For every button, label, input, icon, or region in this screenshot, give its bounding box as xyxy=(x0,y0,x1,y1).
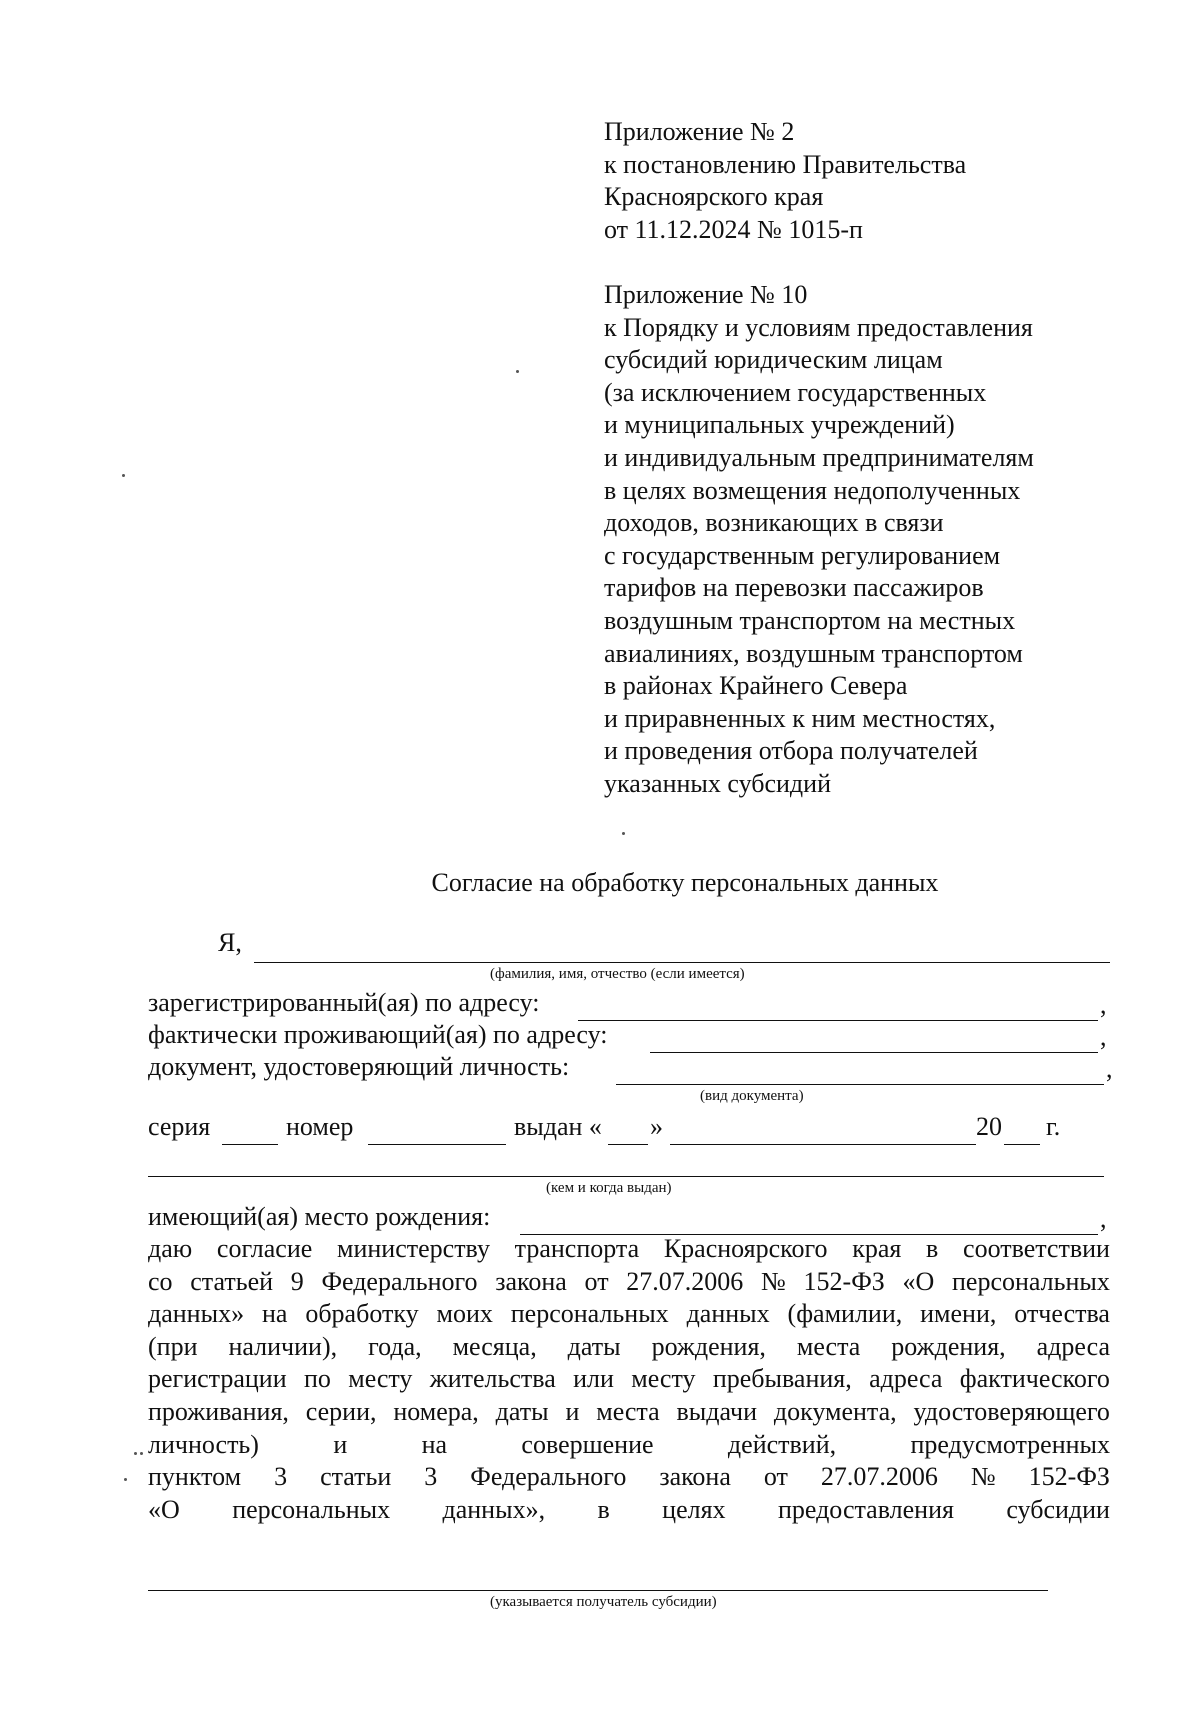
consent-word: статьи xyxy=(320,1462,392,1492)
consent-word: рождения, xyxy=(891,1331,1006,1361)
quote-close: » xyxy=(650,1112,663,1141)
consent-word: персональных xyxy=(232,1494,391,1524)
consent-word: данных xyxy=(686,1299,770,1329)
issuer-caption: (кем и когда выдан) xyxy=(546,1180,672,1196)
number-field-line[interactable] xyxy=(368,1144,506,1145)
consent-word: года, xyxy=(368,1331,422,1361)
scan-speck xyxy=(124,1478,127,1481)
consent-word: Федерального xyxy=(470,1462,627,1492)
issuer-field-line[interactable] xyxy=(148,1176,1104,1177)
appendix-main-line: к постановлению Правительства xyxy=(604,149,967,179)
appendix-sub-line: с государственным регулированием xyxy=(604,540,1001,570)
consent-word: закона xyxy=(495,1266,567,1296)
appendix-main-header xyxy=(604,116,1124,246)
appendix-sub-line: в целях возмещения недополученных xyxy=(604,475,1021,505)
consent-line xyxy=(148,1364,1110,1398)
comma: , xyxy=(1100,1022,1107,1051)
recipient-field-line[interactable] xyxy=(148,1590,1048,1591)
appendix-sub-line: в районах Крайнего Севера xyxy=(604,671,908,701)
consent-word: рождения, xyxy=(651,1331,766,1361)
consent-word: пребывания, xyxy=(712,1364,852,1394)
number-label: номер xyxy=(286,1112,354,1141)
scan-speck xyxy=(134,1452,137,1455)
consent-word: 152-ФЗ xyxy=(803,1266,885,1296)
consent-word: предоставления xyxy=(777,1494,954,1524)
birthplace-label: имеющий(ая) место рождения: xyxy=(148,1202,491,1231)
consent-word: субсидии xyxy=(1006,1494,1110,1524)
form-title: Согласие на обработку персональных данных xyxy=(431,868,939,897)
i-label: Я, xyxy=(218,928,242,957)
consent-word: на xyxy=(261,1299,288,1329)
consent-word: «О xyxy=(148,1494,180,1524)
consent-line xyxy=(148,1332,1110,1366)
recipient-caption: (указывается получатель субсидии) xyxy=(490,1594,717,1610)
appendix-sub-line: тарифов на перевозки пассажиров xyxy=(604,573,984,603)
doc-caption: (вид документа) xyxy=(700,1088,804,1104)
appendix-sub-line: и муниципальных учреждений) xyxy=(604,410,955,440)
consent-word: месяца, xyxy=(452,1331,537,1361)
appendix-sub-line: и приравненных к ним местностях, xyxy=(604,703,996,733)
appendix-sub-line: к Порядку и условиям предоставления xyxy=(604,312,1033,342)
consent-word: пунктом xyxy=(148,1462,242,1492)
appendix-sub-line: (за исключением государственных xyxy=(604,377,987,407)
document-label: документ, удостоверяющий личность: xyxy=(148,1052,570,1081)
issued-label: выдан « xyxy=(514,1112,602,1141)
consent-word: регистрации xyxy=(148,1364,287,1394)
consent-word: закона xyxy=(659,1462,731,1492)
consent-word: удостоверяющего xyxy=(913,1397,1110,1426)
consent-word: адреса xyxy=(869,1364,943,1394)
comma: , xyxy=(1100,990,1107,1019)
series-field-line[interactable] xyxy=(222,1144,278,1145)
consent-word: наличии), xyxy=(228,1331,338,1361)
consent-word: от xyxy=(763,1462,788,1492)
appendix-sub-line: авиалиниях, воздушным транспортом xyxy=(604,638,1023,668)
consent-word: (при xyxy=(148,1331,198,1361)
consent-word: на xyxy=(421,1429,448,1459)
appendix-main-line: Приложение № 2 xyxy=(604,117,795,146)
consent-word: Красноярского xyxy=(663,1234,828,1263)
consent-line xyxy=(148,1430,1110,1464)
appendix-sub-line: и индивидуальным предпринимателям xyxy=(604,442,1034,472)
consent-word: по xyxy=(303,1364,331,1394)
series-label: серия xyxy=(148,1112,211,1141)
consent-word: согласие xyxy=(216,1234,313,1263)
consent-word: или xyxy=(573,1364,614,1394)
consent-line xyxy=(148,1462,1110,1496)
consent-word: № xyxy=(970,1462,996,1492)
consent-word: документа, xyxy=(773,1397,897,1426)
consent-word: действий, xyxy=(727,1429,837,1459)
consent-word: 27.07.2006 xyxy=(820,1462,938,1492)
fio-caption: (фамилия, имя, отчество (если имеется) xyxy=(490,966,745,982)
consent-word: даты xyxy=(567,1331,621,1361)
consent-word: жительства xyxy=(429,1364,556,1394)
consent-word: места xyxy=(796,1331,861,1361)
consent-word: 152-ФЗ xyxy=(1028,1462,1110,1492)
appendix-sub-line: указанных субсидий xyxy=(604,768,831,798)
consent-word: (фамилии, xyxy=(787,1299,903,1329)
consent-word: личность) xyxy=(148,1429,259,1459)
consent-word: серии, xyxy=(305,1397,377,1426)
consent-line xyxy=(148,1397,1110,1431)
consent-word: проживания, xyxy=(148,1397,289,1426)
consent-word: данных» xyxy=(148,1299,245,1329)
document-type-line[interactable] xyxy=(616,1084,1104,1085)
consent-word: месту xyxy=(348,1364,413,1394)
consent-word: персональных xyxy=(510,1299,669,1329)
consent-word: фактического xyxy=(959,1364,1110,1394)
consent-word: «О xyxy=(902,1266,935,1296)
consent-word: персональных xyxy=(951,1266,1110,1296)
consent-word: моих xyxy=(436,1299,493,1329)
actual-label: фактически проживающий(ая) по адресу: xyxy=(148,1020,608,1049)
consent-word: обработку xyxy=(305,1299,419,1329)
year-suffix: г. xyxy=(1046,1112,1061,1141)
consent-line xyxy=(148,1299,1110,1333)
consent-word: и xyxy=(333,1429,348,1459)
consent-word: имени, xyxy=(920,1299,997,1329)
consent-word: статьей xyxy=(190,1266,274,1296)
consent-line xyxy=(148,1495,1110,1529)
scan-speck xyxy=(622,832,625,835)
scan-speck xyxy=(516,370,519,373)
fio-field-line[interactable] xyxy=(254,962,1110,963)
issued-day-line[interactable] xyxy=(608,1144,648,1145)
consent-line xyxy=(148,1234,1110,1268)
consent-line xyxy=(148,1267,1110,1301)
appendix-sub-line: и проведения отбора получателей xyxy=(604,736,978,766)
comma: , xyxy=(1100,1204,1107,1233)
consent-word: в xyxy=(597,1494,610,1524)
appendix-sub-line: Приложение № 10 xyxy=(604,280,808,309)
appendix-sub-line: доходов, возникающих в связи xyxy=(604,508,944,538)
consent-word: совершение xyxy=(521,1429,654,1459)
appendix-main-line: Красноярского края xyxy=(604,182,824,212)
scan-speck xyxy=(122,474,125,477)
appendix-sub-header xyxy=(604,279,1124,801)
consent-word: со xyxy=(148,1266,173,1296)
registered-address-line[interactable] xyxy=(578,1020,1098,1021)
scan-speck xyxy=(140,1452,143,1455)
consent-word: даты xyxy=(495,1397,549,1426)
year-prefix: 20 xyxy=(976,1112,1002,1141)
issued-month-line[interactable] xyxy=(670,1144,976,1145)
consent-word: 3 xyxy=(274,1462,288,1492)
consent-word: данных», xyxy=(442,1494,546,1524)
consent-word: транспорта xyxy=(514,1234,640,1263)
comma: , xyxy=(1106,1054,1113,1083)
consent-word: номера, xyxy=(393,1397,479,1426)
consent-word: 3 xyxy=(424,1462,438,1492)
consent-word: и xyxy=(565,1397,580,1426)
actual-address-line[interactable] xyxy=(650,1052,1098,1053)
appendix-sub-line: воздушным транспортом на местных xyxy=(604,605,1016,635)
registered-label: зарегистрированный(ая) по адресу: xyxy=(148,988,540,1017)
consent-word: месту xyxy=(631,1364,696,1394)
consent-word: 27.07.2006 xyxy=(626,1266,744,1296)
consent-word: адреса xyxy=(1036,1331,1110,1361)
consent-word: отчества xyxy=(1014,1299,1110,1329)
consent-word: в xyxy=(926,1234,939,1263)
consent-word: целях xyxy=(662,1494,726,1524)
consent-word: предусмотренных xyxy=(910,1429,1110,1459)
consent-word: от xyxy=(584,1266,609,1296)
consent-word: министерству xyxy=(337,1234,490,1263)
consent-word: края xyxy=(852,1234,902,1263)
consent-word: Федерального xyxy=(321,1266,478,1296)
consent-word: соответствии xyxy=(963,1234,1110,1263)
issued-year-line[interactable] xyxy=(1004,1144,1040,1145)
appendix-sub-line: субсидий юридическим лицам xyxy=(604,345,943,375)
consent-word: даю xyxy=(148,1234,193,1263)
consent-word: выдачи xyxy=(676,1397,757,1426)
consent-word: места xyxy=(596,1397,660,1426)
appendix-main-line: от 11.12.2024 № 1015-п xyxy=(604,214,863,244)
consent-word: 9 xyxy=(290,1266,304,1296)
consent-word: № xyxy=(761,1266,786,1296)
